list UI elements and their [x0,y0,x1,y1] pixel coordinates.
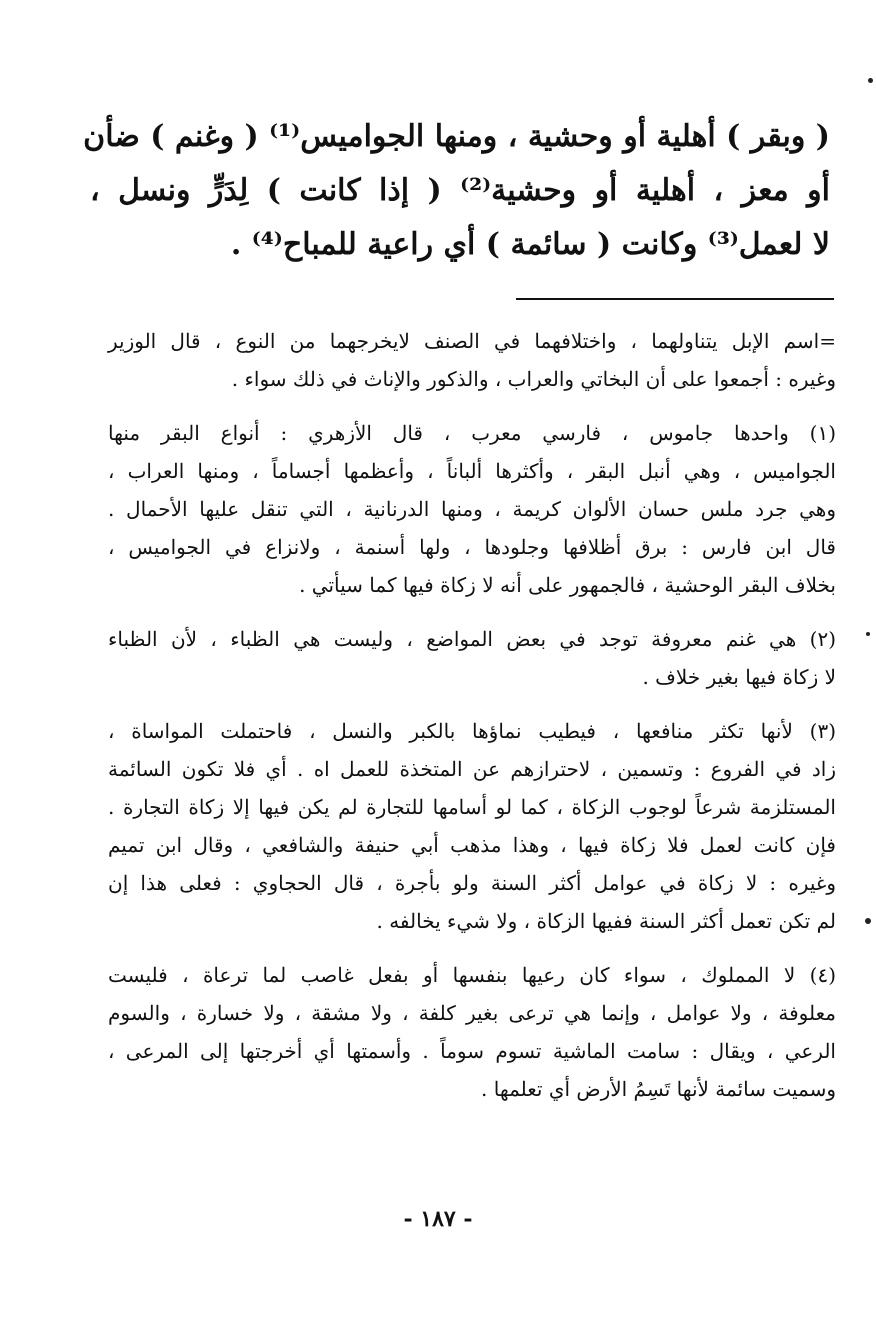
footnote-line: لا زكاة فيها بغير خلاف . [642,665,836,689]
footnotes-section [108,322,836,1124]
footnote-1 [108,414,836,604]
main-text-block [83,110,831,272]
footnote-line: وسميت سائمة لأنها تَسِمُ الأرض أي تعلمها . [481,1077,836,1101]
footnote-line: (١) واحدها جاموس ، فارسي معرب ، قال الأزهري : أنواع البقر منها [108,421,836,445]
footnote-line: المستلزمة شرعاً لوجوب الزكاة ، كما لو أسامها للتجارة لم يكن فيها إلا زكاة التجارة . [108,795,836,819]
footnote-4 [108,956,836,1108]
footnote-line: (٢) هي غنم معروفة توجد في بعض المواضع ، وليست هي الظباء ، لأن الظباء [108,627,836,651]
main-text-line: أو معز ، أهلية أو وحشية⁽²⁾ ( إذا كانت ) لِدَرٍّ ونسل ، [90,173,831,208]
main-text-line: لا لعمل⁽³⁾ وكانت ( سائمة ) أي راعية للمباح⁽⁴⁾ . [230,227,830,262]
footnote-line: وغيره : لا زكاة في عوامل أكثر السنة ولو بأجرة ، قال الحجاوي : فعلى هذا إن [108,871,836,895]
footnote-line: الجواميس ، وهي أنبل البقر ، وأكثرها ألباناً ، وأعظمها أجساماً ، ومنها العراب ، [108,459,836,483]
footnote-continuation [108,322,836,398]
page-number: - ١٨٧ - [403,1206,473,1232]
footnote-line: وهي جرد ملس حسان الألوان كريمة ، ومنها الدرنانية ، التي تنقل عليها الأحمال . [108,497,836,521]
footnote-3 [108,712,836,940]
scan-speck [866,632,870,636]
main-text-line: ( وبقر ) أهلية أو وحشية ، ومنها الجواميس⁽¹⁾ ( وغنم ) ضأن [83,119,830,154]
footnote-line: (٤) لا المملوك ، سواء كان رعيها بنفسها أو بفعل غاصب لما ترعاة ، فليست [108,963,836,987]
footnote-line: زاد في الفروع : وتسمين ، لاحترازهم عن المتخذة للعمل اه . أي فلا تكون السائمة [108,757,836,781]
footnote-line: (٣) لأنها تكثر منافعها ، فيطيب نماؤها بالكبر والنسل ، فاحتملت المواساة ، [108,719,836,743]
footnote-line: الرعي ، ويقال : سامت الماشية تسوم سوماً . وأسمتها أي أخرجتها إلى المرعى ، [108,1039,836,1063]
footnote-line: فإن كانت لعمل فلا زكاة فيها ، وهذا مذهب أبي حنيفة والشافعي ، وقال ابن تميم [108,833,836,857]
footnote-line: =اسم الإبل يتناولهما ، واختلافهما في الصنف لايخرجهما من النوع ، قال الوزير [108,329,836,353]
footnote-line: معلوفة ، ولا عوامل ، وإنما هي ترعى بغير كلفة ، ولا مشقة ، ولا خسارة ، والسوم [108,1001,836,1025]
footnote-line: بخلاف البقر الوحشية ، فالجمهور على أنه لا زكاة فيها كما سيأتي . [299,573,836,597]
footnote-line: قال ابن فارس : برق أظلافها وجلودها ، ولها أسنمة ، ولانزاع في الجواميس ، [108,535,836,559]
footnote-line: وغيره : أجمعوا على أن البخاتي والعراب ، والذكور والإناث في ذلك سواء . [231,367,836,391]
footnote-line: لم تكن تعمل أكثر السنة ففيها الزكاة ، ولا شيء يخالفه . [376,909,836,933]
footnote-divider [516,298,834,300]
scan-speck [868,78,873,83]
footnote-2 [108,620,836,696]
scan-speck [865,918,871,924]
